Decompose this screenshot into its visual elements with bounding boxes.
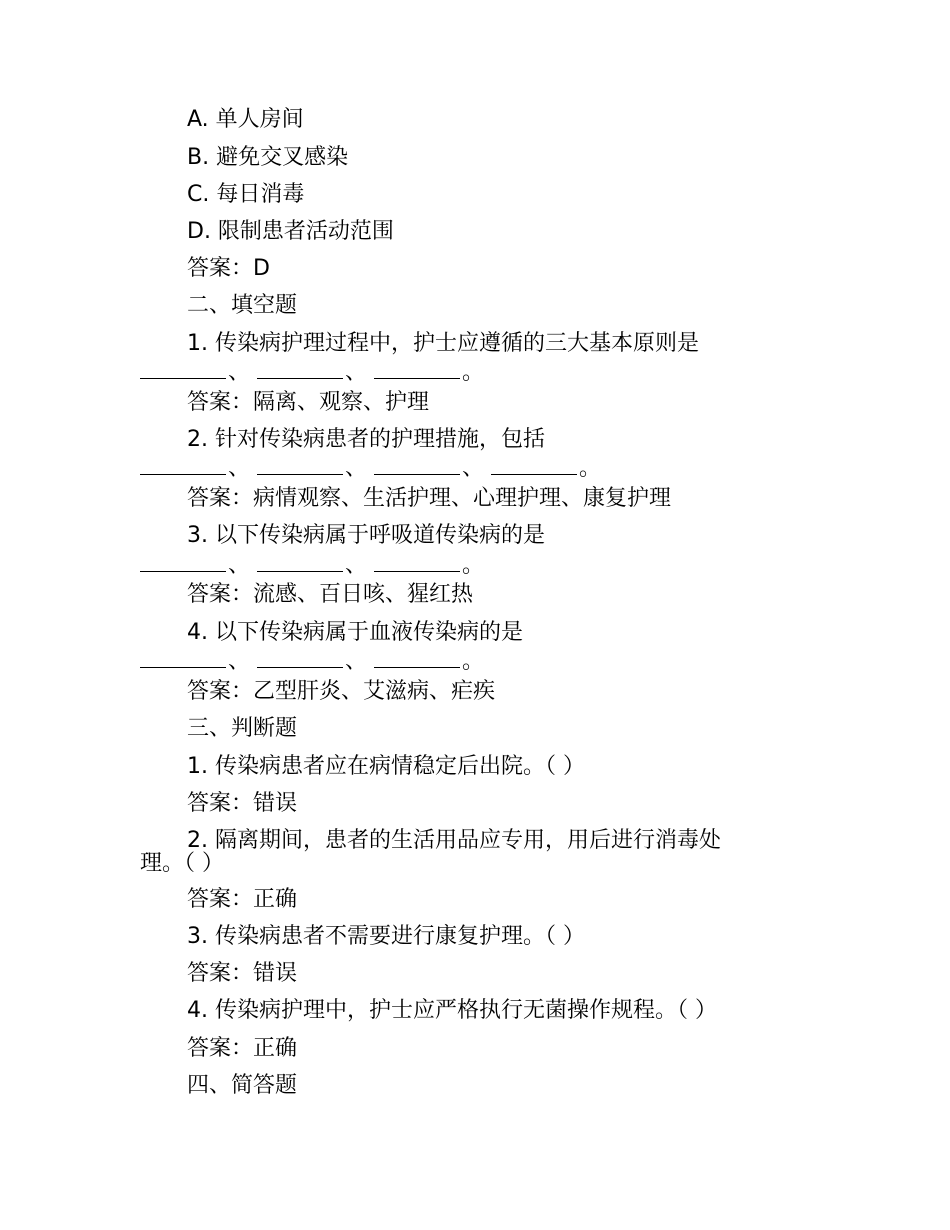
fill-question-2-blanks bbox=[140, 454, 601, 483]
fill-question-1: 1. 传染病护理过程中，护士应遵循的三大基本原则是 bbox=[187, 331, 699, 356]
answer-blank bbox=[374, 358, 460, 379]
section-heading-true-false: 三、判断题 bbox=[187, 716, 298, 741]
fill-answer-3: 答案：流感、百日咳、猩红热 bbox=[187, 582, 474, 607]
judge-question-1: 1. 传染病患者应在病情稳定后出院。（ ） bbox=[187, 754, 585, 779]
fill-answer-4: 答案：乙型肝炎、艾滋病、疟疾 bbox=[187, 679, 496, 704]
answer-blank bbox=[374, 647, 460, 668]
option-a: A. 单人房间 bbox=[187, 107, 304, 132]
judge-question-4: 4. 传染病护理中，护士应严格执行无菌操作规程。（ ） bbox=[187, 998, 717, 1023]
answer-blank bbox=[140, 454, 226, 475]
judge-question-2: 2. 隔离期间，患者的生活用品应专用，用后进行消毒处 bbox=[187, 828, 721, 853]
separator: 、 bbox=[345, 649, 368, 674]
judge-answer-1: 答案：错误 bbox=[187, 791, 298, 816]
answer-blank bbox=[491, 454, 577, 475]
end-mark: 。 bbox=[462, 360, 485, 385]
separator: 、 bbox=[228, 649, 251, 674]
separator: 、 bbox=[345, 553, 368, 578]
separator: 、 bbox=[228, 360, 251, 385]
judge-question-3: 3. 传染病患者不需要进行康复护理。（ ） bbox=[187, 924, 585, 949]
section-heading-fill-in: 二、填空题 bbox=[187, 293, 298, 318]
separator: 、 bbox=[228, 456, 251, 481]
answer-blank bbox=[140, 551, 226, 572]
judge-question-2-continued: 理。（ ） bbox=[140, 851, 224, 876]
fill-question-3: 3. 以下传染病属于呼吸道传染病的是 bbox=[187, 523, 545, 548]
judge-answer-2: 答案：正确 bbox=[187, 887, 298, 912]
answer-blank bbox=[140, 647, 226, 668]
section-heading-short-answer: 四、简答题 bbox=[187, 1073, 298, 1098]
end-mark: 。 bbox=[579, 456, 602, 481]
judge-answer-3: 答案：错误 bbox=[187, 961, 298, 986]
mc-answer: 答案：D bbox=[187, 256, 270, 281]
separator: 、 bbox=[462, 456, 485, 481]
answer-blank bbox=[257, 358, 343, 379]
option-b: B. 避免交叉感染 bbox=[187, 145, 349, 170]
separator: 、 bbox=[228, 553, 251, 578]
separator: 、 bbox=[345, 360, 368, 385]
option-d: D. 限制患者活动范围 bbox=[187, 219, 394, 244]
option-c: C. 每日消毒 bbox=[187, 182, 305, 207]
end-mark: 。 bbox=[462, 649, 485, 674]
answer-blank bbox=[257, 551, 343, 572]
fill-question-4: 4. 以下传染病属于血液传染病的是 bbox=[187, 620, 523, 645]
judge-answer-4: 答案：正确 bbox=[187, 1036, 298, 1061]
answer-blank bbox=[257, 647, 343, 668]
answer-blank bbox=[374, 454, 460, 475]
separator: 、 bbox=[345, 456, 368, 481]
fill-answer-2: 答案：病情观察、生活护理、心理护理、康复护理 bbox=[187, 486, 672, 511]
fill-question-3-blanks bbox=[140, 551, 484, 580]
fill-question-1-blanks bbox=[140, 358, 484, 387]
answer-blank bbox=[140, 358, 226, 379]
fill-question-4-blanks bbox=[140, 647, 484, 676]
fill-question-2: 2. 针对传染病患者的护理措施，包括 bbox=[187, 427, 545, 452]
fill-answer-1: 答案：隔离、观察、护理 bbox=[187, 390, 430, 415]
end-mark: 。 bbox=[462, 553, 485, 578]
answer-blank bbox=[257, 454, 343, 475]
answer-blank bbox=[374, 551, 460, 572]
